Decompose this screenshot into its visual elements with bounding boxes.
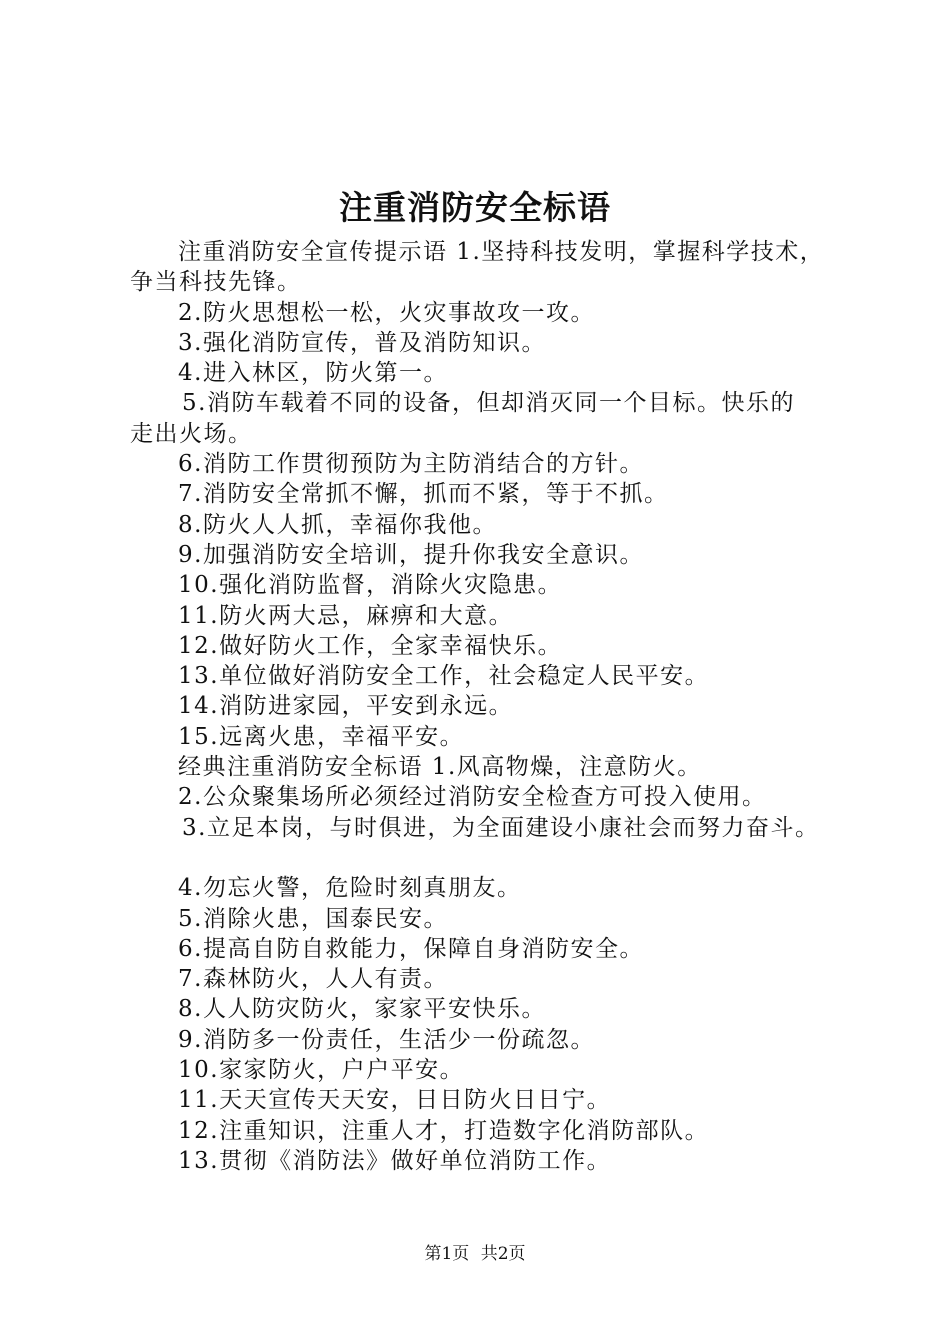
paragraph-line: 走出火场。 xyxy=(130,420,253,447)
paragraph-line: 6.消防工作贯彻预防为主防消结合的方针。 xyxy=(178,451,644,478)
paragraph-line: 3.强化消防宣传，普及消防知识。 xyxy=(178,329,546,356)
paragraph-line: 5.消除火患，国泰民安。 xyxy=(178,905,448,932)
paragraph-line: 5.消防车载着不同的设备，但却消灭同一个目标。快乐的 xyxy=(182,390,795,417)
paragraph-line: 12.注重知识，注重人才，打造数字化消防部队。 xyxy=(178,1117,710,1144)
paragraph-line: 9.消防多一份责任，生活少一份疏忽。 xyxy=(178,1026,595,1053)
paragraph-line: 3.立足本岗，与时俱进，为全面建设小康社会而努力奋斗。 xyxy=(182,814,820,841)
paragraph-line: 11.天天宣传天天安，日日防火日日宁。 xyxy=(178,1087,612,1114)
paragraph-line: 12.做好防火工作，全家幸福快乐。 xyxy=(178,632,563,659)
paragraph-line: 争当科技先锋。 xyxy=(130,269,302,296)
page-number: 第1页 xyxy=(424,1244,470,1264)
paragraph-line: 4.进入林区，防火第一。 xyxy=(178,360,448,387)
paragraph-line: 注重消防安全宣传提示语 1.坚持科技发明，掌握科学技术， xyxy=(178,239,825,265)
document-body xyxy=(130,237,845,1176)
paragraph-line: 4.勿忘火警，危险时刻真朋友。 xyxy=(178,875,522,902)
paragraph-line: 11.防火两大忌，麻痹和大意。 xyxy=(178,602,514,629)
paragraph-line: 经典注重消防安全标语 1.风高物燥，注意防火。 xyxy=(178,754,702,781)
paragraph-line: 2.公众聚集场所必须经过消防安全检查方可投入使用。 xyxy=(178,784,767,811)
paragraph-line: 10.强化消防监督，消除火灾隐患。 xyxy=(178,572,563,599)
paragraph-line: 7.消防安全常抓不懈，抓而不紧，等于不抓。 xyxy=(178,481,669,508)
page-total: 共2页 xyxy=(480,1244,526,1264)
paragraph-line: 9.加强消防安全培训，提升你我安全意识。 xyxy=(178,541,644,568)
page-title: 注重消防安全标语 xyxy=(339,188,611,227)
paragraph-line: 13.贯彻《消防法》做好单位消防工作。 xyxy=(178,1147,612,1174)
paragraph-line: 6.提高自防自救能力，保障自身消防安全。 xyxy=(178,935,644,962)
paragraph-line: 15.远离火患，幸福平安。 xyxy=(178,723,465,750)
paragraph-line: 8.人人防灾防火，家家平安快乐。 xyxy=(178,996,546,1023)
paragraph-line: 8.防火人人抓，幸福你我他。 xyxy=(178,511,497,538)
paragraph-line: 7.森林防火，人人有责。 xyxy=(178,966,448,993)
page-footer xyxy=(0,1242,950,1266)
paragraph-line: 2.防火思想松一松，火灾事故攻一攻。 xyxy=(178,299,595,326)
blank-line xyxy=(130,843,845,873)
paragraph-line: 10.家家防火，户户平安。 xyxy=(178,1057,465,1084)
paragraph-line: 14.消防进家园，平安到永远。 xyxy=(178,693,514,720)
paragraph-line: 13.单位做好消防安全工作，社会稳定人民平安。 xyxy=(178,663,710,690)
